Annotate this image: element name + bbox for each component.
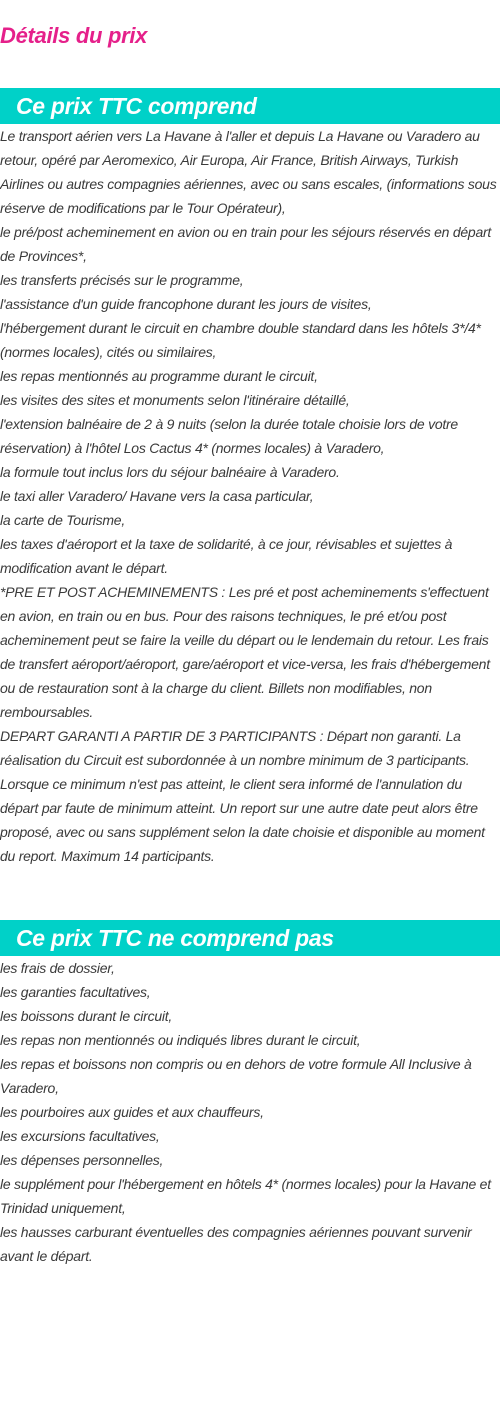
list-item: les hausses carburant éventuelles des compagnies aériennes pouvant survenir avant le départ. — [0, 1224, 472, 1264]
list-item: Le transport aérien vers La Havane à l'aller et depuis La Havane ou Varadero au retour, opéré par Aeromexico, Air Europa, Air France, British Airways, Turkish Airlines ou autres compagnies aériennes, avec ou sans escales, (informations sous réserve de modifications par le Tour Opérateur), — [0, 128, 497, 216]
list-item: les frais de dossier, — [0, 960, 115, 976]
list-item: les repas et boissons non compris ou en dehors de votre formule All Inclusive à Varadero, — [0, 1056, 472, 1096]
list-item: les transferts précisés sur le programme, — [0, 272, 244, 288]
list-item: le supplément pour l'hébergement en hôtels 4* (normes locales) pour la Havane et Trinidad uniquement, — [0, 1176, 491, 1216]
list-item: le pré/post acheminement en avion ou en train pour les séjours réservés en départ de Provinces*, — [0, 224, 492, 264]
list-item: les garanties facultatives, — [0, 984, 151, 1000]
list-item: l'extension balnéaire de 2 à 9 nuits (selon la durée totale choisie lors de votre réservation) à l'hôtel Los Cactus 4* (normes locales) à Varadero, — [0, 416, 458, 456]
excluded-list — [0, 956, 500, 1268]
guaranteed-departure-note: DEPART GARANTI A PARTIR DE 3 PARTICIPANTS : Départ non garanti. La réalisation du Circuit est subordonnée à un nombre minimum de 3 participants. Lorsque ce minimum n'est pas atteint, le client sera informé de l'annulation du départ par faute de minimum atteint. Un report sur une autre date peut alors être proposé, avec ou sans supplément selon la date choisie et disponible au moment du report. Maximum 14 participants. — [0, 728, 485, 864]
included-list — [0, 124, 500, 580]
list-item: les pourboires aux guides et aux chauffeurs, — [0, 1104, 264, 1120]
list-item: les repas non mentionnés ou indiqués libres durant le circuit, — [0, 1032, 361, 1048]
included-section-heading: Ce prix TTC comprend — [0, 88, 500, 124]
list-item: l'hébergement durant le circuit en chambre double standard dans les hôtels 3*/4*(normes locales), cités ou similaires, — [0, 320, 481, 360]
list-item: le taxi aller Varadero/ Havane vers la casa particular, — [0, 488, 314, 504]
list-item: l'assistance d'un guide francophone durant les jours de visites, — [0, 296, 372, 312]
list-item: les dépenses personnelles, — [0, 1152, 164, 1168]
page-title: Détails du prix — [0, 23, 148, 48]
list-item: la formule tout inclus lors du séjour balnéaire à Varadero. — [0, 464, 340, 480]
transfers-note: *PRE ET POST ACHEMINEMENTS : Les pré et post acheminements s'effectuent en avion, en train ou en bus. Pour des raisons techniques, le pré et/ou post acheminement peut se faire la veille du départ ou le lendemain du retour. Les frais de transfert aéroport/aéroport, gare/aéroport et vice-versa, les frais d'hébergement ou de restauration sont à la charge du client. Billets non modifiables, non remboursables. — [0, 584, 490, 720]
list-item: les repas mentionnés au programme durant le circuit, — [0, 368, 318, 384]
list-item: la carte de Tourisme, — [0, 512, 125, 528]
list-item: les visites des sites et monuments selon l'itinéraire détaillé, — [0, 392, 350, 408]
list-item: les excursions facultatives, — [0, 1128, 160, 1144]
excluded-section-heading: Ce prix TTC ne comprend pas — [0, 920, 500, 956]
list-item: les boissons durant le circuit, — [0, 1008, 173, 1024]
list-item: les taxes d'aéroport et la taxe de solidarité, à ce jour, révisables et sujettes à modification avant le départ. — [0, 536, 453, 576]
